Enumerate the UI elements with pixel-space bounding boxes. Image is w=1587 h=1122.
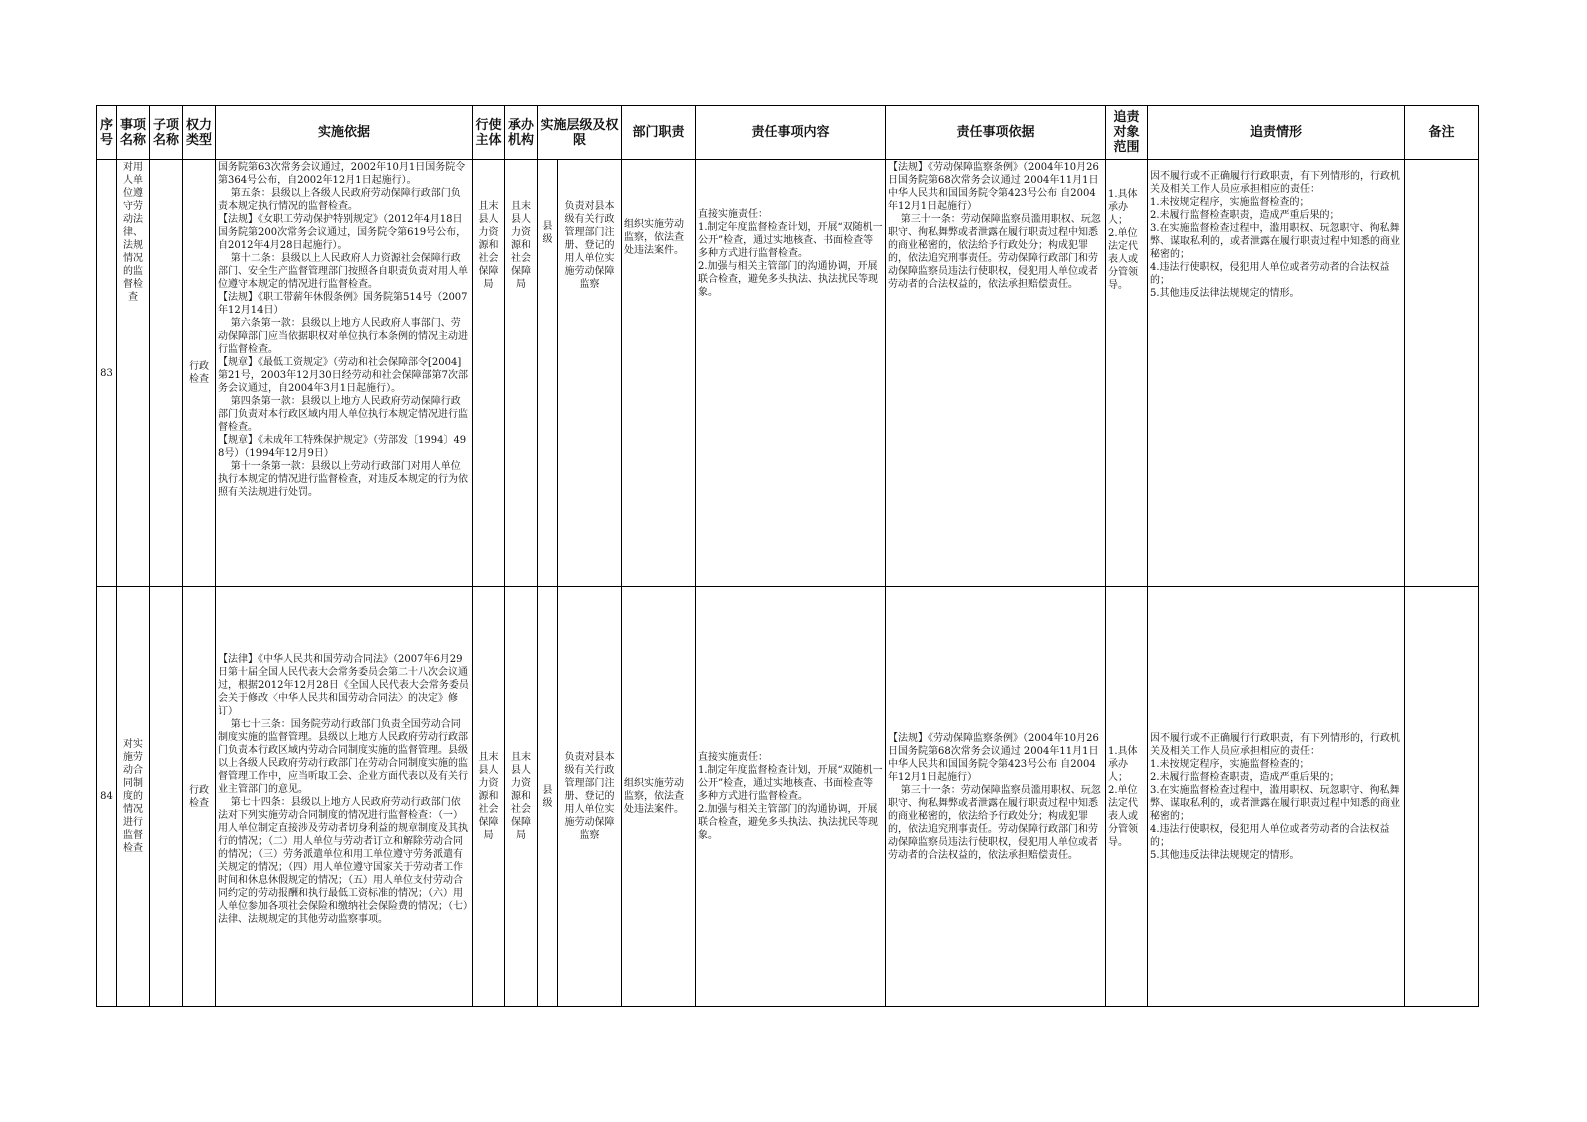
level-authority: 负责对县本级有关行政管理部门注册、登记的用人单位实施劳动保障监察 — [558, 160, 622, 587]
remark — [1405, 587, 1479, 1007]
header-resp-content: 责任事项内容 — [696, 106, 886, 160]
header-resp-basis: 责任事项依据 — [886, 106, 1106, 160]
accountability-target: 1.具体承办人； 2.单位法定代表人或分管领导。 — [1106, 160, 1148, 587]
sub-name — [150, 587, 183, 1007]
power-list-table — [96, 105, 1479, 1007]
item-name: 对用人单位遵守劳动法律、法规情况的监督检查 — [123, 162, 143, 303]
header-level: 实施层级及权限 — [538, 106, 622, 160]
implementation-level: 县级 — [542, 221, 553, 245]
implementing-subject: 且末县人力资源和社会保障局 — [478, 752, 499, 841]
header-remark: 备注 — [1405, 106, 1479, 160]
implementation-basis: 国务院第63次常务会议通过，2002年10月1日国务院令第364号公布，自2002年12月1日起施行）。 第五条：县级以上各级人民政府劳动保障行政部门负责本规定执行情况的监督检查。 【法规】《女职工劳动保护特别规定》（2012年4月18日国务院第200次常务会议通过，国务院令第619号公布，自2012年4月28日起施行）。 第十二条：县级以上人民政府人力资源社会保障行政部门、安全生产监督管理部门按照各自职责负责对用人单位遵守本规定的情况进行监督检查。 【法规】《职工带薪年休假条例》国务院第514号（2007年12月14日） 第六条第一款：县级以上地方人民政府人事部门、劳动保障部门应当依据职权对单位执行本条例的情况主动进行监督检查。 【规章】《最低工资规定》（劳动和社会保障部令[2004]第21号，2003年12月30日经劳动和社会保障部第7次部务会议通过，自2004年3月1日起施行）。 第四条第一款：县级以上地方人民政府劳动保障行政部门负责对本行政区域内用人单位执行本规定情况进行监督检查。 【规章】《未成年工特殊保护规定》（劳部发〔1994〕498号）（1994年12月9日） 第十一条第一款：县级以上劳动行政部门对用人单位执行本规定的情况进行监督检查，对违反本规定的行为依照有关法规进行处罚。 — [216, 160, 473, 587]
header-basis: 实施依据 — [216, 106, 473, 160]
power-type: 行政检查 — [189, 361, 209, 385]
undertaking-agency: 且末县人力资源和社会保障局 — [511, 201, 531, 290]
header-index: 序号 — [97, 106, 117, 160]
header-sub-name: 子项名称 — [150, 106, 183, 160]
table-row — [97, 160, 1479, 587]
implementation-level: 县级 — [542, 784, 553, 809]
responsibility-basis: 【法规】《劳动保障监察条例》（2004年10月26日国务院第68次常务会议通过 2004年11月1日中华人民共和国国务院令第423号公布 自2004年12月1日起施行） 第三十一条：劳动保障监察员滥用职权、玩忽职守、徇私舞弊或者泄露在履行职责过程中知悉的商业秘密的，依法给予行政处分；构成犯罪的，依法追究刑事责任。劳动保障行政部门和劳动保障监察员违法行使职权，侵犯用人单位或者劳动者的合法权益的，依法承担赔偿责任。 — [886, 160, 1106, 587]
header-situation: 追责情形 — [1148, 106, 1405, 160]
implementing-subject: 且末县人力资源和社会保障局 — [478, 201, 499, 290]
department-duty: 组织实施劳动监察，依法查处违法案件。 — [622, 587, 696, 1007]
accountability-situation: 因不履行或不正确履行行政职责，有下列情形的，行政机关及相关工作人员应承担相应的责任： 1.未按规定程序，实施监督检查的； 2.未履行监督检查职责，造成严重后果的； 3.在实施监督检查过程中，滥用职权、玩忽职守、徇私舞弊、谋取私利的，或者泄露在履行职责过程中知悉的商业秘密的； 4.违法行使职权，侵犯用人单位或者劳动者的合法权益的； 5.其他违反法律法规规定的情形。 — [1148, 160, 1405, 587]
responsibility-content: 直接实施责任： 1.制定年度监督检查计划，开展“双随机一公开”检查，通过实地核查、书面检查等多种方式进行监督检查。 2.加强与相关主管部门的沟通协调，开展联合检查，避免多头执法、执法扰民等现象。 — [696, 160, 886, 587]
row-index: 84 — [97, 587, 117, 1007]
department-duty: 组织实施劳动监察，依法查处违法案件。 — [622, 160, 696, 587]
implementation-basis: 【法律】《中华人民共和国劳动合同法》（2007年6月29日第十届全国人民代表大会常务委员会第二十八次会议通过，根据2012年12月28日《全国人民代表大会常务委员会关于修改〈中华人民共和国劳动合同法〉的决定》修订） 第七十三条：国务院劳动行政部门负责全国劳动合同制度实施的监督管理。县级以上地方人民政府劳动行政部门负责本行政区域内劳动合同制度实施的监督管理。县级以上各级人民政府劳动行政部门在劳动合同制度实施的监督管理工作中，应当听取工会、企业方面代表以及有关行业主管部门的意见。 第七十四条：县级以上地方人民政府劳动行政部门依法对下列实施劳动合同制度的情况进行监督检查：（一）用人单位制定直接涉及劳动者切身利益的规章制度及其执行的情况；（二）用人单位与劳动者订立和解除劳动合同的情况；（三）劳务派遣单位和用工单位遵守劳务派遣有关规定的情况；（四）用人单位遵守国家关于劳动者工作时间和休息休假规定的情况；（五）用人单位支付劳动合同约定的劳动报酬和执行最低工资标准的情况；（六）用人单位参加各项社会保险和缴纳社会保险费的情况；（七）法律、法规规定的其他劳动监察事项。 — [216, 587, 473, 1007]
power-type: 行政检查 — [189, 784, 209, 809]
header-item-name: 事项名称 — [117, 106, 150, 160]
level-authority: 负责对县本级有关行政管理部门注册、登记的用人单位实施劳动保障监察 — [558, 587, 622, 1007]
header-undertaker: 承办机构 — [505, 106, 538, 160]
responsibility-content: 直接实施责任： 1.制定年度监督检查计划，开展“双随机一公开”检查，通过实地核查、书面检查等多种方式进行监督检查。 2.加强与相关主管部门的沟通协调，开展联合检查，避免多头执法、执法扰民等现象。 — [696, 587, 886, 1007]
accountability-situation: 因不履行或不正确履行行政职责，有下列情形的，行政机关及相关工作人员应承担相应的责任： 1.未按规定程序，实施监督检查的； 2.未履行监督检查职责，造成严重后果的； 3.在实施监督检查过程中，滥用职权、玩忽职守、徇私舞弊、谋取私利的，或者泄露在履行职责过程中知悉的商业秘密的； 4.违法行使职权，侵犯用人单位或者劳动者的合法权益的； 5.其他违反法律法规规定的情形。 — [1148, 587, 1405, 1007]
item-name: 对实施劳动合同制度的情况进行监督检查 — [123, 739, 143, 854]
header-target: 追责对象范围 — [1106, 106, 1148, 160]
undertaking-agency: 且末县人力资源和社会保障局 — [511, 752, 531, 841]
responsibility-basis: 【法规】《劳动保障监察条例》（2004年10月26日国务院第68次常务会议通过 2004年11月1日中华人民共和国国务院令第423号公布 自2004年12月1日起施行） 第三十一条：劳动保障监察员滥用职权、玩忽职守、徇私舞弊或者泄露在履行职责过程中知悉的商业秘密的，依法给予行政处分；构成犯罪的，依法追究刑事责任。劳动保障行政部门和劳动保障监察员违法行使职权，侵犯用人单位或者劳动者的合法权益的，依法承担赔偿责任。 — [886, 587, 1106, 1007]
header-subject: 行使主体 — [473, 106, 505, 160]
header-power-type: 权力类型 — [183, 106, 216, 160]
row-index: 83 — [97, 160, 117, 587]
header-row — [97, 106, 1479, 160]
sub-name — [150, 160, 183, 587]
accountability-target: 1.具体承办人； 2.单位法定代表人或分管领导。 — [1106, 587, 1148, 1007]
table-row — [97, 587, 1479, 1007]
header-dept-duty: 部门职责 — [622, 106, 696, 160]
remark — [1405, 160, 1479, 587]
